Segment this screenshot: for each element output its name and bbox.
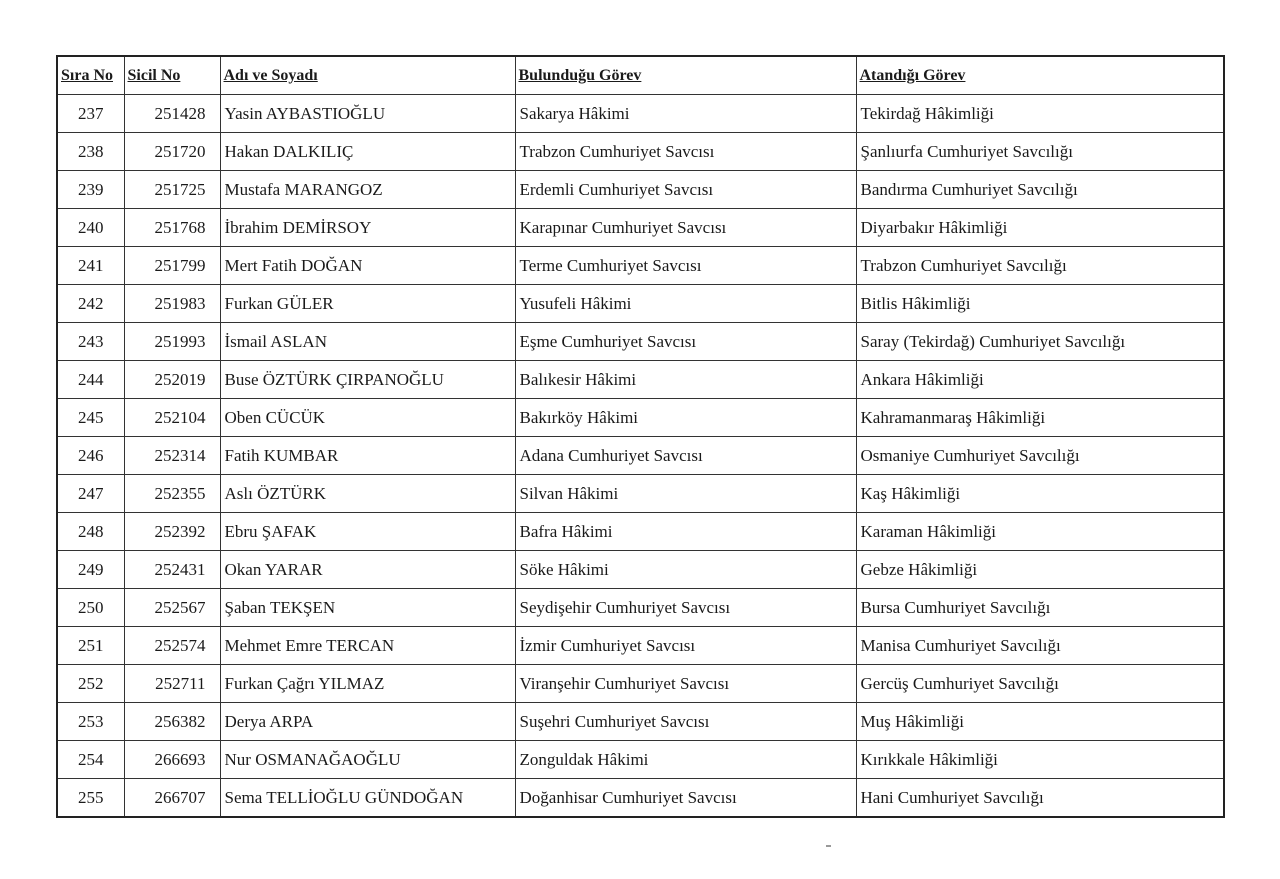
cell-sira-no: 252 bbox=[57, 665, 124, 703]
cell-sicil-no: 251725 bbox=[124, 171, 220, 209]
table-row bbox=[57, 475, 1224, 513]
cell-bulundugu-gorev: Sakarya Hâkimi bbox=[515, 95, 856, 133]
cell-sicil-no: 252104 bbox=[124, 399, 220, 437]
cell-adi-soyadi: İsmail ASLAN bbox=[220, 323, 515, 361]
table-row bbox=[57, 551, 1224, 589]
cell-sicil-no: 251720 bbox=[124, 133, 220, 171]
cell-bulundugu-gorev: Bafra Hâkimi bbox=[515, 513, 856, 551]
cell-sicil-no: 251768 bbox=[124, 209, 220, 247]
cell-sicil-no: 251428 bbox=[124, 95, 220, 133]
cell-sicil-no: 266693 bbox=[124, 741, 220, 779]
cell-atandigi-gorev: Hani Cumhuriyet Savcılığı bbox=[856, 779, 1224, 818]
cell-atandigi-gorev: Muş Hâkimliği bbox=[856, 703, 1224, 741]
cell-atandigi-gorev: Bandırma Cumhuriyet Savcılığı bbox=[856, 171, 1224, 209]
cell-bulundugu-gorev: Yusufeli Hâkimi bbox=[515, 285, 856, 323]
cell-sicil-no: 252392 bbox=[124, 513, 220, 551]
table-row bbox=[57, 133, 1224, 171]
cell-adi-soyadi: Fatih KUMBAR bbox=[220, 437, 515, 475]
cell-sira-no: 251 bbox=[57, 627, 124, 665]
cell-adi-soyadi: Sema TELLİOĞLU GÜNDOĞAN bbox=[220, 779, 515, 818]
cell-sicil-no: 252711 bbox=[124, 665, 220, 703]
table-row bbox=[57, 703, 1224, 741]
cell-sicil-no: 252355 bbox=[124, 475, 220, 513]
cell-sira-no: 248 bbox=[57, 513, 124, 551]
cell-atandigi-gorev: Trabzon Cumhuriyet Savcılığı bbox=[856, 247, 1224, 285]
cell-adi-soyadi: Nur OSMANAĞAOĞLU bbox=[220, 741, 515, 779]
cell-sira-no: 242 bbox=[57, 285, 124, 323]
cell-sira-no: 255 bbox=[57, 779, 124, 818]
scan-speck bbox=[826, 845, 831, 847]
table-row bbox=[57, 171, 1224, 209]
assignments-table bbox=[56, 55, 1225, 818]
cell-adi-soyadi: Şaban TEKŞEN bbox=[220, 589, 515, 627]
cell-atandigi-gorev: Kırıkkale Hâkimliği bbox=[856, 741, 1224, 779]
cell-sicil-no: 251993 bbox=[124, 323, 220, 361]
cell-sira-no: 241 bbox=[57, 247, 124, 285]
cell-atandigi-gorev: Gebze Hâkimliği bbox=[856, 551, 1224, 589]
cell-adi-soyadi: Derya ARPA bbox=[220, 703, 515, 741]
header-sicil-no: Sicil No bbox=[124, 56, 220, 95]
cell-sira-no: 237 bbox=[57, 95, 124, 133]
table-row bbox=[57, 247, 1224, 285]
cell-sicil-no: 251799 bbox=[124, 247, 220, 285]
header-atandigi-gorev: Atandığı Görev bbox=[856, 56, 1224, 95]
cell-adi-soyadi: Yasin AYBASTIOĞLU bbox=[220, 95, 515, 133]
cell-adi-soyadi: Furkan Çağrı YILMAZ bbox=[220, 665, 515, 703]
cell-sicil-no: 256382 bbox=[124, 703, 220, 741]
cell-bulundugu-gorev: Viranşehir Cumhuriyet Savcısı bbox=[515, 665, 856, 703]
cell-adi-soyadi: Hakan DALKILIÇ bbox=[220, 133, 515, 171]
header-adi-soyadi: Adı ve Soyadı bbox=[220, 56, 515, 95]
table-row bbox=[57, 589, 1224, 627]
table-row bbox=[57, 627, 1224, 665]
cell-bulundugu-gorev: Bakırköy Hâkimi bbox=[515, 399, 856, 437]
cell-sicil-no: 251983 bbox=[124, 285, 220, 323]
table-row bbox=[57, 399, 1224, 437]
cell-sicil-no: 252019 bbox=[124, 361, 220, 399]
header-sira-no: Sıra No bbox=[57, 56, 124, 95]
cell-sicil-no: 252431 bbox=[124, 551, 220, 589]
cell-sicil-no: 252567 bbox=[124, 589, 220, 627]
table-row bbox=[57, 513, 1224, 551]
cell-sira-no: 240 bbox=[57, 209, 124, 247]
cell-atandigi-gorev: Bursa Cumhuriyet Savcılığı bbox=[856, 589, 1224, 627]
cell-bulundugu-gorev: Balıkesir Hâkimi bbox=[515, 361, 856, 399]
cell-sira-no: 244 bbox=[57, 361, 124, 399]
cell-sira-no: 243 bbox=[57, 323, 124, 361]
cell-bulundugu-gorev: Trabzon Cumhuriyet Savcısı bbox=[515, 133, 856, 171]
table-row bbox=[57, 779, 1224, 818]
table-row bbox=[57, 665, 1224, 703]
cell-bulundugu-gorev: Eşme Cumhuriyet Savcısı bbox=[515, 323, 856, 361]
cell-bulundugu-gorev: Erdemli Cumhuriyet Savcısı bbox=[515, 171, 856, 209]
cell-adi-soyadi: Mert Fatih DOĞAN bbox=[220, 247, 515, 285]
cell-bulundugu-gorev: Doğanhisar Cumhuriyet Savcısı bbox=[515, 779, 856, 818]
cell-sira-no: 247 bbox=[57, 475, 124, 513]
cell-atandigi-gorev: Ankara Hâkimliği bbox=[856, 361, 1224, 399]
cell-atandigi-gorev: Bitlis Hâkimliği bbox=[856, 285, 1224, 323]
cell-bulundugu-gorev: Karapınar Cumhuriyet Savcısı bbox=[515, 209, 856, 247]
cell-sira-no: 254 bbox=[57, 741, 124, 779]
cell-bulundugu-gorev: Seydişehir Cumhuriyet Savcısı bbox=[515, 589, 856, 627]
cell-adi-soyadi: Aslı ÖZTÜRK bbox=[220, 475, 515, 513]
cell-sicil-no: 252574 bbox=[124, 627, 220, 665]
cell-atandigi-gorev: Kahramanmaraş Hâkimliği bbox=[856, 399, 1224, 437]
cell-sira-no: 239 bbox=[57, 171, 124, 209]
cell-sira-no: 249 bbox=[57, 551, 124, 589]
table-row bbox=[57, 209, 1224, 247]
table-row bbox=[57, 285, 1224, 323]
cell-sira-no: 245 bbox=[57, 399, 124, 437]
cell-adi-soyadi: Mustafa MARANGOZ bbox=[220, 171, 515, 209]
header-bulundugu-gorev: Bulunduğu Görev bbox=[515, 56, 856, 95]
table-header-row bbox=[57, 56, 1224, 95]
cell-adi-soyadi: Ebru ŞAFAK bbox=[220, 513, 515, 551]
cell-sira-no: 250 bbox=[57, 589, 124, 627]
cell-atandigi-gorev: Şanlıurfa Cumhuriyet Savcılığı bbox=[856, 133, 1224, 171]
cell-bulundugu-gorev: Söke Hâkimi bbox=[515, 551, 856, 589]
cell-adi-soyadi: Okan YARAR bbox=[220, 551, 515, 589]
cell-bulundugu-gorev: Terme Cumhuriyet Savcısı bbox=[515, 247, 856, 285]
cell-atandigi-gorev: Gercüş Cumhuriyet Savcılığı bbox=[856, 665, 1224, 703]
cell-atandigi-gorev: Tekirdağ Hâkimliği bbox=[856, 95, 1224, 133]
cell-adi-soyadi: İbrahim DEMİRSOY bbox=[220, 209, 515, 247]
cell-bulundugu-gorev: İzmir Cumhuriyet Savcısı bbox=[515, 627, 856, 665]
table-row bbox=[57, 95, 1224, 133]
cell-atandigi-gorev: Diyarbakır Hâkimliği bbox=[856, 209, 1224, 247]
cell-atandigi-gorev: Manisa Cumhuriyet Savcılığı bbox=[856, 627, 1224, 665]
table-row bbox=[57, 741, 1224, 779]
cell-sicil-no: 252314 bbox=[124, 437, 220, 475]
cell-adi-soyadi: Buse ÖZTÜRK ÇIRPANOĞLU bbox=[220, 361, 515, 399]
cell-bulundugu-gorev: Adana Cumhuriyet Savcısı bbox=[515, 437, 856, 475]
table-row bbox=[57, 437, 1224, 475]
cell-sicil-no: 266707 bbox=[124, 779, 220, 818]
cell-atandigi-gorev: Karaman Hâkimliği bbox=[856, 513, 1224, 551]
cell-atandigi-gorev: Osmaniye Cumhuriyet Savcılığı bbox=[856, 437, 1224, 475]
table-body bbox=[57, 95, 1224, 818]
cell-bulundugu-gorev: Silvan Hâkimi bbox=[515, 475, 856, 513]
cell-sira-no: 246 bbox=[57, 437, 124, 475]
table-row bbox=[57, 323, 1224, 361]
cell-adi-soyadi: Mehmet Emre TERCAN bbox=[220, 627, 515, 665]
cell-adi-soyadi: Oben CÜCÜK bbox=[220, 399, 515, 437]
table-row bbox=[57, 361, 1224, 399]
cell-bulundugu-gorev: Zonguldak Hâkimi bbox=[515, 741, 856, 779]
cell-atandigi-gorev: Saray (Tekirdağ) Cumhuriyet Savcılığı bbox=[856, 323, 1224, 361]
cell-adi-soyadi: Furkan GÜLER bbox=[220, 285, 515, 323]
cell-bulundugu-gorev: Suşehri Cumhuriyet Savcısı bbox=[515, 703, 856, 741]
cell-atandigi-gorev: Kaş Hâkimliği bbox=[856, 475, 1224, 513]
cell-sira-no: 253 bbox=[57, 703, 124, 741]
cell-sira-no: 238 bbox=[57, 133, 124, 171]
